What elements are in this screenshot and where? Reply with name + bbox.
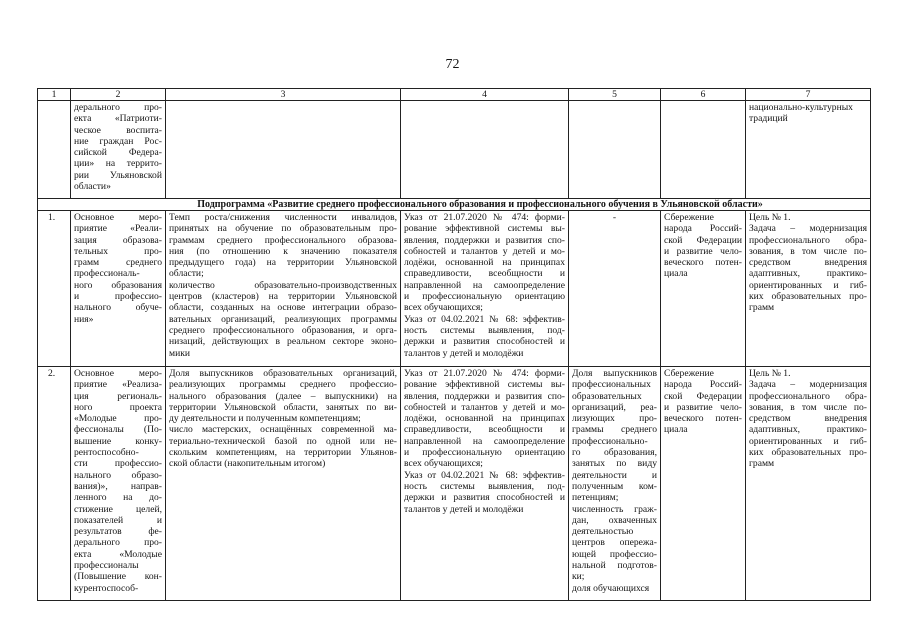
text-line: лизующих про- xyxy=(572,413,657,425)
text-line: ду деятельности и полученным компетенциям; xyxy=(169,413,361,425)
text-line: явления, поддержки и развития спо- xyxy=(404,390,565,402)
text-line: профессионалы xyxy=(74,560,139,572)
text-line: вательных организаций, реализующих программы xyxy=(169,313,397,325)
table-cell-col-3 xyxy=(166,367,401,601)
text-line: Цель № 1. xyxy=(749,368,791,379)
text-line: нального обуче- xyxy=(74,302,162,314)
text-line: екта «Патриоти- xyxy=(74,113,162,125)
table-cell-col-2 xyxy=(71,211,166,367)
text-line: число мастерских, оснащённых современной ма- xyxy=(169,424,397,436)
cell-paragraph xyxy=(74,102,162,192)
text-line: ленного на до- xyxy=(74,492,162,504)
text-line: ких образовательных про- xyxy=(749,291,867,303)
text-line: ской Федерации xyxy=(664,390,742,402)
text-line: дерального про- xyxy=(74,102,162,113)
text-line: фессионалы (По- xyxy=(74,424,162,436)
text-line: средством внедрения xyxy=(749,257,867,269)
text-line: средством внедрения xyxy=(749,413,867,425)
table-cell-col-7 xyxy=(746,101,871,199)
text-line: держки и развития способностей и xyxy=(404,336,565,348)
cell-paragraph xyxy=(74,368,162,594)
cell-paragraph xyxy=(572,212,657,223)
cell-paragraph xyxy=(169,212,397,280)
text-line: лодёжи, основанной на принципах xyxy=(404,413,565,425)
text-line: ческое воспита- xyxy=(74,124,162,136)
table-row xyxy=(38,101,871,199)
text-line: ющей профессио- xyxy=(572,548,657,560)
table-cell-col-7 xyxy=(746,211,871,367)
text-line: ориентированных и гиб- xyxy=(749,279,867,291)
cell-paragraph xyxy=(169,280,397,359)
text-line: собностей и талантов у детей и мо- xyxy=(404,245,565,257)
text-line: ного проекта xyxy=(74,401,162,413)
text-line: циала xyxy=(664,424,688,436)
cell-paragraph xyxy=(169,368,397,424)
text-line: и развитие чело- xyxy=(664,401,742,413)
text-line: - xyxy=(612,212,617,223)
text-line: веческого потен- xyxy=(664,413,742,425)
table-cell-col-1 xyxy=(38,367,71,601)
text-line: профессионально- xyxy=(572,435,648,447)
header-col-5: 5 xyxy=(569,89,661,101)
text-line: Сбережение xyxy=(664,368,714,379)
text-line: тельных про- xyxy=(74,245,162,257)
cell-paragraph xyxy=(664,368,742,436)
cell-paragraph xyxy=(48,368,67,379)
text-line: 2. xyxy=(48,368,56,379)
text-line: предыдущего года) на территории Ульяновской xyxy=(169,257,397,269)
text-line: профессиональ- xyxy=(74,268,140,280)
text-line: рии Ульяновской xyxy=(74,169,162,181)
text-line: среднего профессионального образования, и орга- xyxy=(169,324,397,336)
header-col-4: 4 xyxy=(401,89,569,101)
cell-paragraph xyxy=(48,212,67,223)
text-line: граммам среднего профессионального образова- xyxy=(169,234,397,246)
cell-paragraph xyxy=(572,504,657,583)
text-line: лодёжи, основанной на принципах xyxy=(404,257,565,269)
text-line: профессионального обра- xyxy=(749,390,867,402)
cell-paragraph xyxy=(404,470,565,515)
text-line: рование эффективной системы вы- xyxy=(404,223,565,235)
table-cell-col-3 xyxy=(166,101,401,199)
text-line: Сбережение xyxy=(664,212,714,223)
text-line: народа Россий- xyxy=(664,223,742,235)
text-line: мики xyxy=(169,347,191,359)
text-line: результатов фе- xyxy=(74,526,162,538)
text-line: зования, в том числе по- xyxy=(749,401,867,413)
text-line: ориентированных и гиб- xyxy=(749,435,867,447)
text-line: Основное меро- xyxy=(74,368,162,379)
cell-paragraph xyxy=(572,368,657,504)
text-line: Доля выпускников образовательных организаций, xyxy=(169,368,397,379)
text-line: «Молодые про- xyxy=(74,413,162,425)
text-line: петенциям; xyxy=(572,492,619,504)
cell-paragraph xyxy=(749,102,867,125)
table-cell-col-6 xyxy=(661,101,746,199)
text-line: Задача – модернизация xyxy=(749,379,867,391)
text-line: Указ от 21.07.2020 № 474: форми- xyxy=(404,368,565,379)
text-line: адаптивных, практико- xyxy=(749,268,867,280)
text-line: ции» на террито- xyxy=(74,158,162,170)
text-line: направленной на самоопределение xyxy=(404,279,565,291)
text-line: принятых на обучение по образовательным про- xyxy=(169,223,397,235)
text-line: собностей и талантов у детей и мо- xyxy=(404,401,565,413)
cell-paragraph xyxy=(169,424,397,469)
table-cell-col-3 xyxy=(166,211,401,367)
text-line: рентоспособно- xyxy=(74,447,139,459)
text-line: Доля выпускников xyxy=(572,368,657,379)
text-line: екта «Молодые xyxy=(74,548,162,560)
cell-paragraph xyxy=(74,212,162,325)
text-line: реализующих программы среднего профессио- xyxy=(169,379,397,391)
table-cell-col-4 xyxy=(401,101,569,199)
text-line: вышение конку- xyxy=(74,435,162,447)
text-line: центров (кластеров) на территории Ульяновской xyxy=(169,291,397,303)
text-line: центров опережа- xyxy=(572,537,657,549)
text-line: 1. xyxy=(48,212,56,223)
text-line: держки и развития способностей и xyxy=(404,492,565,504)
text-line: (Повышение кон- xyxy=(74,571,162,583)
header-row xyxy=(38,89,871,101)
text-line: ки; xyxy=(572,571,585,583)
cell-paragraph xyxy=(404,368,565,470)
text-line: териально-технической базой по одной или не- xyxy=(169,435,397,447)
text-line: талантов у детей и молодёжи xyxy=(404,347,524,359)
text-line: Основное меро- xyxy=(74,212,162,223)
text-line: ких образовательных про- xyxy=(749,447,867,459)
text-line: зация образова- xyxy=(74,234,162,246)
table-cell-col-1 xyxy=(38,211,71,367)
text-line: доля обучающихся xyxy=(572,582,650,594)
text-line: ние граждан Рос- xyxy=(74,135,162,147)
text-line: количество образовательно-производственных xyxy=(169,279,397,291)
text-line: грамм xyxy=(749,458,775,470)
table-header xyxy=(38,89,871,101)
cell-paragraph xyxy=(404,212,565,314)
text-line: ность системы выявления, под- xyxy=(404,324,565,336)
text-line: занятых по виду xyxy=(572,458,657,470)
program-table xyxy=(37,88,871,601)
text-line: профессиональных xyxy=(572,379,651,391)
text-line: Указ от 04.02.2021 № 68: эффектив- xyxy=(404,313,565,325)
text-line: ность системы выявления, под- xyxy=(404,480,565,492)
text-line: адаптивных, практико- xyxy=(749,424,867,436)
table-cell-col-7 xyxy=(746,367,871,601)
text-line: области» xyxy=(74,181,111,193)
header-col-1: 1 xyxy=(38,89,71,101)
text-line: Темп роста/снижения численности инвалидов, xyxy=(169,212,397,223)
text-line: справедливости, всеобщности и xyxy=(404,424,565,436)
table-cell-col-6 xyxy=(661,367,746,601)
cell-paragraph xyxy=(749,212,867,223)
text-line: направленной на самоопределение xyxy=(404,435,565,447)
text-line: численность граж- xyxy=(572,503,657,515)
text-line: и развитие чело- xyxy=(664,245,742,257)
text-line: вания)», направ- xyxy=(74,480,162,492)
text-line: области, созданных на основе интеграции образо- xyxy=(169,302,397,314)
cell-paragraph xyxy=(749,379,867,469)
cell-paragraph xyxy=(749,223,867,313)
table-body xyxy=(38,101,871,601)
table-cell-col-4 xyxy=(401,367,569,601)
text-line: ния» xyxy=(74,313,94,325)
text-line: низаций, действующих в реальном секторе эконо- xyxy=(169,336,397,348)
text-line: дерального про- xyxy=(74,537,162,549)
text-line: всех обучающихся; xyxy=(404,302,483,314)
text-line: ской области (накопительным итогом) xyxy=(169,458,326,470)
cell-paragraph xyxy=(664,212,742,280)
table-cell-col-5 xyxy=(569,211,661,367)
text-line: ской Федерации xyxy=(664,234,742,246)
table-row xyxy=(38,367,871,601)
text-line: граммы среднего xyxy=(572,424,657,436)
text-line: приятие «Реали- xyxy=(74,223,162,235)
text-line: стижение целей, xyxy=(74,503,162,515)
text-line: и профессио- xyxy=(74,291,162,303)
text-line: Задача – модернизация xyxy=(749,223,867,235)
subprogram-heading-row xyxy=(38,199,871,211)
table-cell-col-5 xyxy=(569,101,661,199)
table-cell-col-4 xyxy=(401,211,569,367)
page-number: 72 xyxy=(445,57,460,72)
text-line: показателей и xyxy=(74,514,162,526)
table-cell-col-1 xyxy=(38,101,71,199)
header-col-2: 2 xyxy=(71,89,166,101)
table-cell-col-2 xyxy=(71,101,166,199)
text-line: справедливости, всеобщности и xyxy=(404,268,565,280)
text-line: явления, поддержки и развития спо- xyxy=(404,234,565,246)
text-line: полученным ком- xyxy=(572,480,657,492)
text-line: территории Ульяновской области, занятых по ви- xyxy=(169,401,397,413)
text-line: дан, охваченных xyxy=(572,514,657,526)
text-line: курентоспособ- xyxy=(74,582,139,594)
text-line: Цель № 1. xyxy=(749,212,791,223)
text-line: организаций, реа- xyxy=(572,401,657,413)
text-line: ция региональ- xyxy=(74,390,162,402)
text-line: народа Россий- xyxy=(664,379,742,391)
text-line: веческого потен- xyxy=(664,257,742,269)
text-line: сийской Федера- xyxy=(74,147,162,159)
table-cell-col-6 xyxy=(661,211,746,367)
text-line: и профессиональную ориентацию xyxy=(404,291,565,303)
text-line: нальной подготов- xyxy=(572,560,657,572)
text-line: профессионального обра- xyxy=(749,234,867,246)
text-line: рование эффективной системы вы- xyxy=(404,379,565,391)
subprogram-heading-cell xyxy=(38,199,871,211)
table-row xyxy=(38,211,871,367)
text-line: ного образования xyxy=(74,279,162,291)
text-line: Указ от 21.07.2020 № 474: форми- xyxy=(404,212,565,223)
cell-paragraph xyxy=(749,368,867,379)
text-line: области; xyxy=(169,268,204,280)
text-line: циала xyxy=(664,268,688,280)
header-col-6: 6 xyxy=(661,89,746,101)
table-cell-col-5 xyxy=(569,367,661,601)
text-line: всех обучающихся; xyxy=(404,458,483,470)
text-line: ния (по отношению к значению показателя xyxy=(169,245,397,257)
text-line: грамм среднего xyxy=(74,257,162,269)
text-line: нального образования (далее – выпускники) на xyxy=(169,390,397,402)
text-line: традиций xyxy=(749,113,788,125)
text-line: Указ от 04.02.2021 № 68: эффектив- xyxy=(404,469,565,481)
text-line: и профессиональную ориентацию xyxy=(404,447,565,459)
text-line: национально-культурных xyxy=(749,102,853,113)
text-line: приятие «Реализа- xyxy=(74,379,162,391)
subprogram-heading: Подпрограмма «Развитие среднего профессионального образования и профессионального обучения в Ульяновской области» xyxy=(197,199,763,210)
header-col-7: 7 xyxy=(746,89,871,101)
text-line: деятельности и xyxy=(572,469,657,481)
cell-paragraph xyxy=(404,314,565,359)
text-line: деятельностью xyxy=(572,526,634,538)
text-line: грамм xyxy=(749,302,775,314)
text-line: сти профессио- xyxy=(74,458,162,470)
text-line: зования, в том числе по- xyxy=(749,245,867,257)
text-line: скольким компетенциям, на территории Ульянов- xyxy=(169,447,397,459)
text-line: го образования, xyxy=(572,447,657,459)
cell-paragraph xyxy=(572,583,657,594)
header-col-3: 3 xyxy=(166,89,401,101)
text-line: образовательных xyxy=(572,390,642,402)
table-cell-col-2 xyxy=(71,367,166,601)
text-line: нального образо- xyxy=(74,469,162,481)
text-line: талантов у детей и молодёжи xyxy=(404,503,524,515)
